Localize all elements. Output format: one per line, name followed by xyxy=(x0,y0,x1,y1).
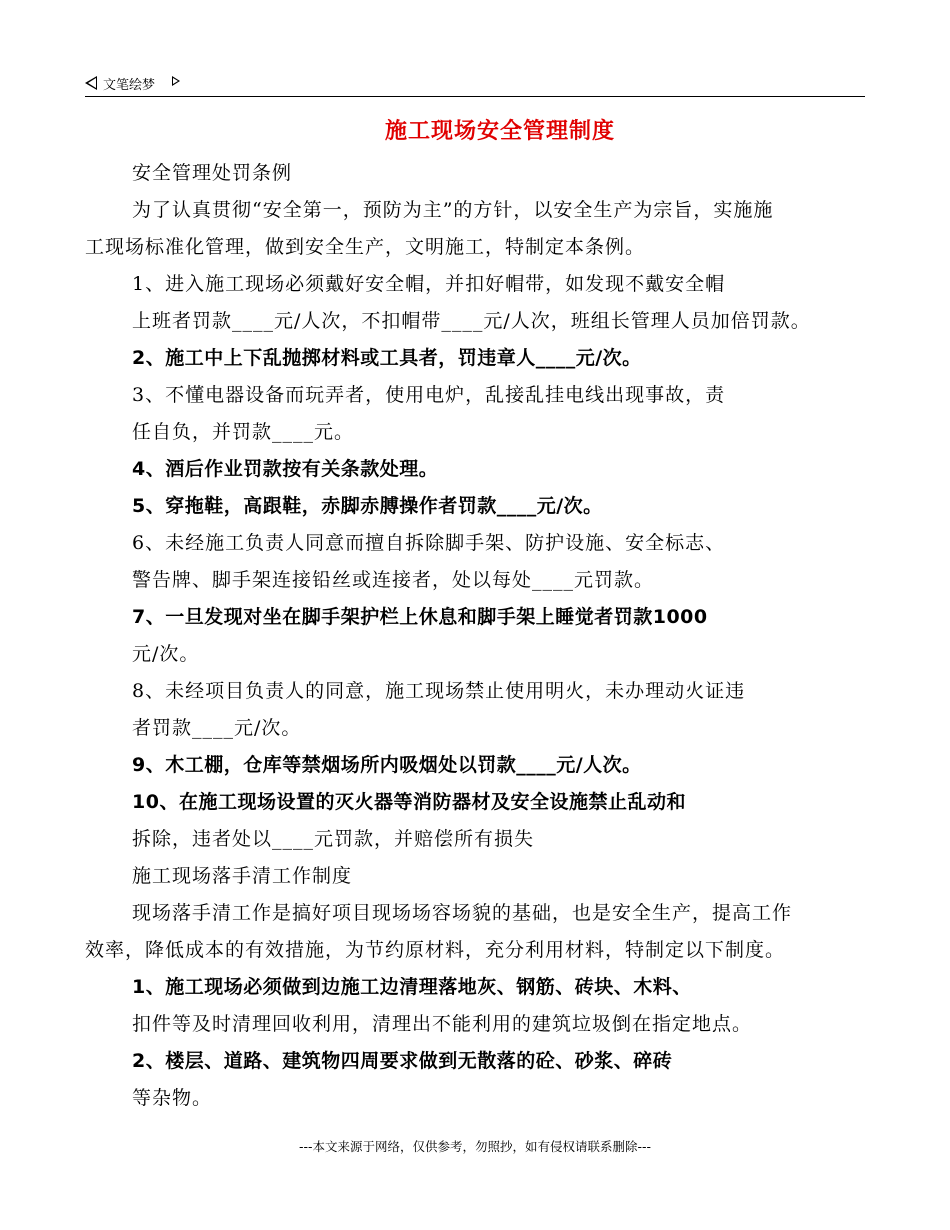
rule-item: 1、施工现场必须做到边施工边清理落地灰、钢筋、砖块、木料、 xyxy=(132,976,692,998)
paragraph-line: 效率，降低成本的有效措施，为节约原材料，充分利用材料，特制定以下制度。 xyxy=(85,939,786,961)
rule-item-continued: 元/次。 xyxy=(132,643,200,665)
rule-item-continued: 扣件等及时清理回收利用，清理出不能利用的建筑垃圾倒在指定地点。 xyxy=(132,1013,753,1035)
rule-item: 2、施工中上下乱抛掷材料或工具者，罚违章人____元/次。 xyxy=(132,347,642,369)
section-heading-cleanup: 施工现场落手清工作制度 xyxy=(132,865,353,887)
paragraph-line: 工现场标准化管理，做到安全生产，文明施工，特制定本条例。 xyxy=(85,236,646,258)
rule-item: 5、穿拖鞋，高跟鞋，赤脚赤膊操作者罚款____元/次。 xyxy=(132,495,603,517)
rule-item: 10、在施工现场设置的灭火器等消防器材及安全设施禁止乱动和 xyxy=(132,791,686,813)
rule-item: 3、不懂电器设备而玩弄者，使用电炉，乱接乱挂电线出现事故，责 xyxy=(132,384,726,406)
rule-item: 7、一旦发现对坐在脚手架护栏上休息和脚手架上睡觉者罚款1000 xyxy=(132,606,708,628)
triangle-left-icon xyxy=(85,76,97,90)
rule-item: 6、未经施工负责人同意而擅自拆除脚手架、防护设施、安全标志、 xyxy=(132,532,726,554)
section-heading-penalty: 安全管理处罚条例 xyxy=(132,162,293,184)
page-footer: ---本文来源于网络，仅供参考，勿照抄，如有侵权请联系删除--- xyxy=(298,1139,652,1154)
rule-item-continued: 者罚款____元/次。 xyxy=(132,717,302,739)
rule-item-continued: 等杂物。 xyxy=(132,1087,213,1109)
rule-item-continued: 警告牌、脚手架连接铅丝或连接者，处以每处____元罚款。 xyxy=(132,569,655,591)
header-brand: 文笔绘梦 xyxy=(103,78,156,93)
rule-item: 1、进入施工现场必须戴好安全帽，并扣好帽带，如发现不戴安全帽 xyxy=(132,273,726,295)
rule-item: 9、木工棚，仓库等禁烟场所内吸烟处以罚款____元/人次。 xyxy=(132,754,642,776)
rule-item: 8、未经项目负责人的同意，施工现场禁止使用明火，未办理动火证违 xyxy=(132,680,746,702)
page-header xyxy=(85,72,865,97)
rule-item-continued: 拆除，违者处以____元罚款，并赔偿所有损失 xyxy=(132,828,535,850)
paragraph-line: 为了认真贯彻“安全第一，预防为主”的方针，以安全生产为宗旨，实施施 xyxy=(132,199,774,221)
paragraph-line: 现场落手清工作是搞好项目现场场容场貌的基础，也是安全生产，提高工作 xyxy=(132,902,793,924)
document-title: 施工现场安全管理制度 xyxy=(384,119,615,144)
rule-item-continued: 上班者罚款____元/人次，不扣帽带____元/人次，班组长管理人员加倍罚款。 xyxy=(132,310,811,332)
rule-item-continued: 任自负，并罚款____元。 xyxy=(132,421,355,443)
rule-item: 4、酒后作业罚款按有关条款处理。 xyxy=(132,458,439,480)
triangle-right-icon xyxy=(172,76,180,86)
rule-item: 2、楼层、道路、建筑物四周要求做到无散落的砼、砂浆、碎砖 xyxy=(132,1050,673,1072)
